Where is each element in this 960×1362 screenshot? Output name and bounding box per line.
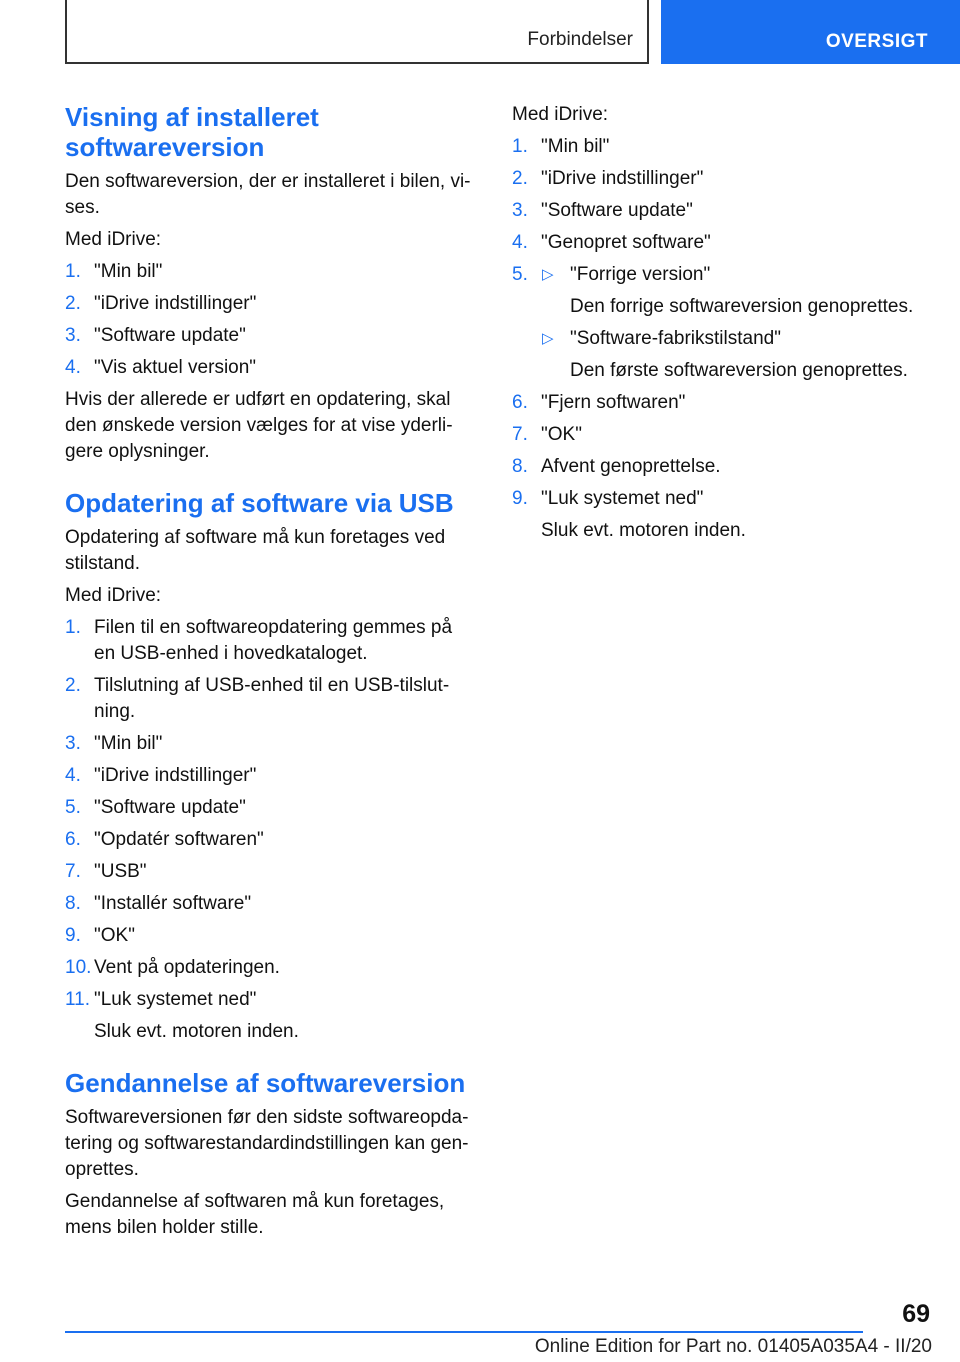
step-text: Tilslutning af USB-enhed til en USB-tilslut-ning. — [94, 675, 450, 722]
paragraph: Hvis der allerede er udført en opdatering, skal den ønskede version vælges for at vise yderli-gere oplysninger. — [65, 389, 453, 462]
paragraph: Opdatering af software må kun foretages ved stilstand. — [65, 527, 446, 574]
step-number: 5. — [65, 797, 81, 818]
left-column — [65, 102, 475, 1247]
step-text: "Installér software" — [94, 893, 252, 914]
list-item — [512, 422, 922, 448]
step-number: 9. — [512, 488, 528, 509]
list-item — [65, 923, 475, 949]
list-item — [65, 827, 475, 853]
step-number: 4. — [512, 232, 528, 253]
list-item — [512, 454, 922, 480]
step-text: "USB" — [94, 861, 147, 882]
paragraph: Med iDrive: — [65, 229, 162, 250]
step-text: "Min bil" — [541, 136, 610, 157]
list-item — [65, 355, 475, 381]
list-item — [65, 323, 475, 349]
option-text: "Forrige version" — [570, 264, 711, 285]
option-item — [541, 262, 922, 320]
step-number: 2. — [512, 168, 528, 189]
step-text: "Software update" — [94, 325, 246, 346]
list-item — [512, 134, 922, 160]
step-text: "Software update" — [94, 797, 246, 818]
list-item — [65, 955, 475, 981]
paragraph: Med iDrive: — [65, 585, 162, 606]
paragraph: Den softwareversion, der er installeret i bilen, vi-ses. — [65, 171, 471, 218]
list-item — [65, 795, 475, 821]
step-text: "iDrive indstillinger" — [94, 765, 257, 786]
step-number: 8. — [65, 893, 81, 914]
step-number: 4. — [65, 357, 81, 378]
step-number: 2. — [65, 293, 81, 314]
option-description: Den forrige softwareversion genoprettes. — [570, 296, 914, 317]
list-item — [512, 198, 922, 224]
step-text: "Min bil" — [94, 261, 163, 282]
step-number: 10. — [65, 957, 92, 978]
right-column — [512, 102, 922, 550]
step-text: "Genopret software" — [541, 232, 711, 253]
step-number: 1. — [512, 136, 528, 157]
section-tab-label: Forbindelser — [527, 29, 633, 50]
step-number: 3. — [512, 200, 528, 221]
list-item — [512, 262, 922, 384]
page-number: 69 — [902, 1300, 930, 1328]
paragraph: Softwareversionen før den sidste softwareopda-tering og softwarestandardindstillingen kan gen-oprettes. — [65, 1107, 469, 1180]
heading-restore-version: Gendannelse af softwareversion — [65, 1068, 466, 1098]
step-text: "Vis aktuel version" — [94, 357, 257, 378]
list-item — [65, 859, 475, 885]
step-text: Afvent genoprettelse. — [541, 456, 721, 477]
list-item — [512, 486, 922, 544]
step-number: 7. — [65, 861, 81, 882]
triangle-bullet-icon: ▷ — [542, 266, 554, 283]
step-number: 11. — [65, 989, 91, 1010]
step-text: "iDrive indstillinger" — [541, 168, 704, 189]
step-note: Sluk evt. motoren inden. — [541, 520, 746, 541]
list-item — [512, 230, 922, 256]
step-text: "OK" — [541, 424, 582, 445]
list-item — [65, 731, 475, 757]
heading-installed-version: Visning af installeret softwareversion — [65, 102, 319, 162]
step-text: "Software update" — [541, 200, 693, 221]
step-number: 4. — [65, 765, 81, 786]
step-number: 7. — [512, 424, 528, 445]
heading-usb-update: Opdatering af software via USB — [65, 488, 454, 518]
section-tab[interactable] — [65, 0, 649, 64]
footer-divider — [65, 1331, 863, 1333]
step-text: Vent på opdateringen. — [94, 957, 280, 978]
step-number: 8. — [512, 456, 528, 477]
step-number: 9. — [65, 925, 81, 946]
list-item — [65, 259, 475, 285]
step-text: "Luk systemet ned" — [541, 488, 704, 509]
step-number: 2. — [65, 675, 81, 696]
list-item — [65, 987, 475, 1045]
list-item — [65, 673, 475, 725]
steps-installed-version — [65, 259, 475, 381]
step-number: 3. — [65, 325, 81, 346]
step-text: "Fjern softwaren" — [541, 392, 686, 413]
option-description: Den første softwareversion genoprettes. — [570, 360, 908, 381]
list-item — [512, 166, 922, 192]
steps-restore — [512, 134, 922, 544]
step-number: 6. — [65, 829, 81, 850]
step-number: 1. — [65, 617, 81, 638]
steps-usb-update — [65, 615, 475, 1045]
list-item — [512, 390, 922, 416]
list-item — [65, 291, 475, 317]
overview-tab-label: OVERSIGT — [825, 31, 928, 52]
step-text: "Opdatér softwaren" — [94, 829, 264, 850]
overview-tab[interactable] — [661, 0, 960, 64]
list-item — [65, 763, 475, 789]
list-item — [65, 891, 475, 917]
step-number: 6. — [512, 392, 528, 413]
step-text: "OK" — [94, 925, 135, 946]
option-item — [541, 326, 922, 384]
step-number: 3. — [65, 733, 81, 754]
step-text: Filen til en softwareopdatering gemmes på en USB-enhed i hovedkataloget. — [94, 617, 453, 664]
step-text: "Luk systemet ned" — [94, 989, 257, 1010]
step-text: "iDrive indstillinger" — [94, 293, 257, 314]
step-note: Sluk evt. motoren inden. — [94, 1021, 299, 1042]
step-text: "Min bil" — [94, 733, 163, 754]
step-number: 5. — [512, 264, 528, 285]
footer-edition: Online Edition for Part no. 01405A035A4 - II/20 — [534, 1336, 932, 1357]
triangle-bullet-icon: ▷ — [542, 330, 554, 347]
option-text: "Software-fabrikstilstand" — [570, 328, 781, 349]
paragraph: Med iDrive: — [512, 104, 609, 125]
paragraph: Gendannelse af softwaren må kun foretages, mens bilen holder stille. — [65, 1191, 445, 1238]
step-number: 1. — [65, 261, 81, 282]
list-item — [65, 615, 475, 667]
option-list — [541, 262, 922, 384]
